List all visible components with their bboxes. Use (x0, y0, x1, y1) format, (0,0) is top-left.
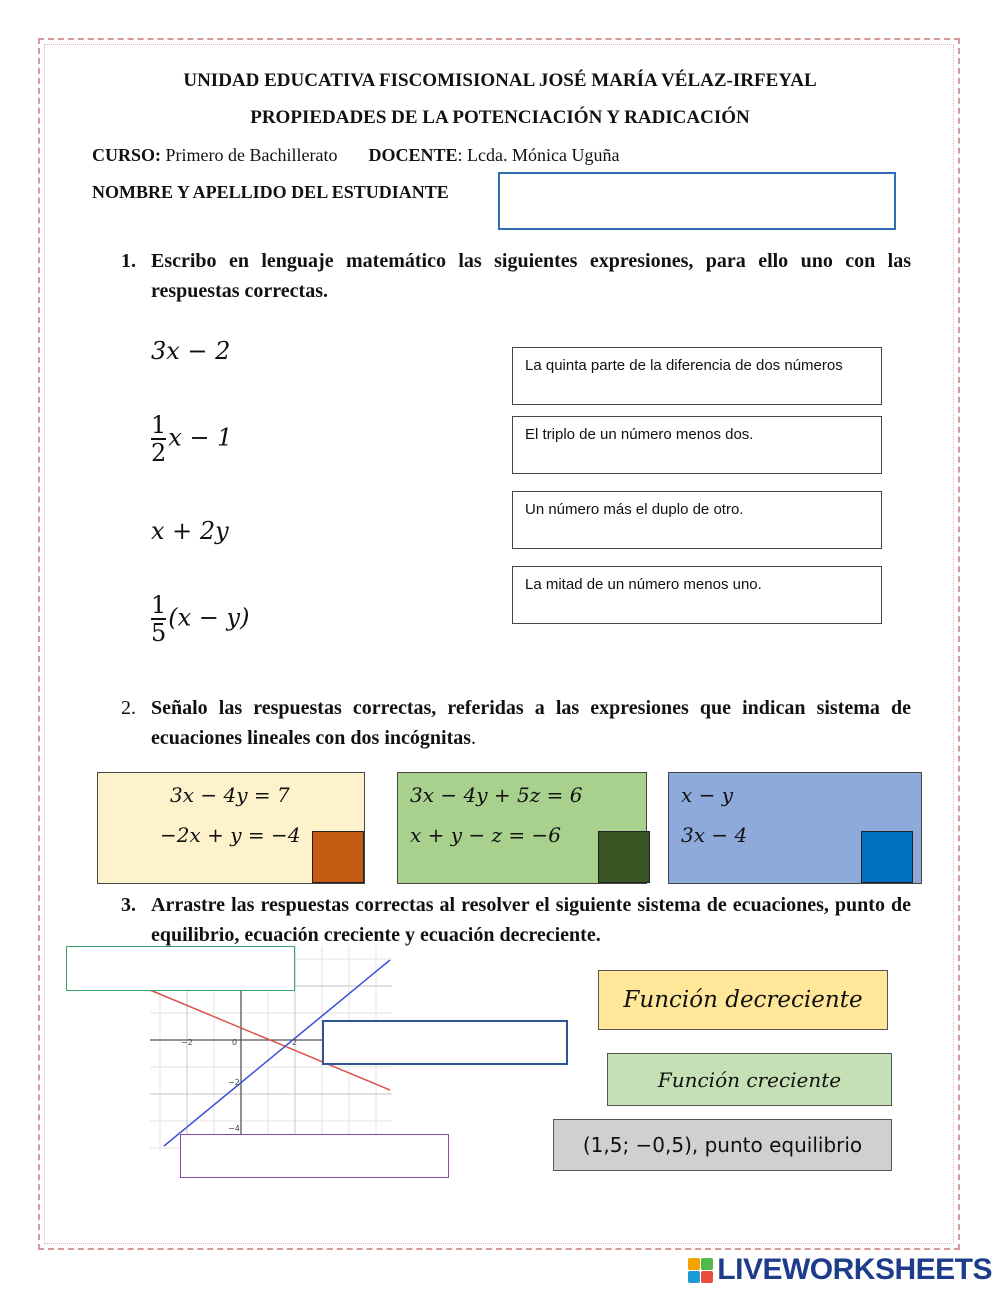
system-option-2 (397, 772, 647, 884)
tick-x-0: 0 (232, 1038, 238, 1047)
question-2 (121, 693, 911, 753)
expression-3: 𝑥 + 2𝑦 (151, 517, 229, 545)
fraction-half (151, 412, 166, 466)
teacher-label: DOCENTE (368, 145, 458, 165)
drop-target-2[interactable] (322, 1020, 568, 1065)
expression-4-rest: (𝑥 − 𝑦) (168, 603, 250, 632)
question-3-number: 3. (121, 894, 136, 916)
question-2-suffix: . (471, 727, 477, 749)
system-3-eq2: 3𝑥 − 4 (681, 823, 748, 847)
system-option-3 (668, 772, 922, 884)
tick-x-2: 2 (292, 1038, 298, 1047)
question-3 (121, 890, 911, 950)
course-label: CURSO: (92, 145, 162, 165)
system-1-eq2: −2𝑥 + 𝑦 = −4 (160, 823, 301, 847)
match-option-1[interactable]: La quinta parte de la diferencia de dos números (512, 347, 882, 405)
system-3-checkbox[interactable] (861, 831, 913, 883)
fraction-numerator: 1 (151, 411, 167, 439)
expression-2-rest: 𝑥 − 1 (168, 423, 233, 452)
fraction-denominator: 5 (151, 619, 167, 647)
answer-increasing-function[interactable]: Función creciente (607, 1053, 892, 1106)
system-2-eq1: 3𝑥 − 4𝑦 + 5𝑧 = 6 (410, 783, 583, 807)
question-3-text: Arrastre las respuestas correctas al resolver el siguiente sistema de ecuaciones, punto de equilibrio, ecuación creciente y ecuación decreciente. (151, 894, 911, 946)
match-option-4[interactable]: La mitad de un número menos uno. (512, 566, 882, 624)
answer-equilibrium-point[interactable]: (1,5; −0,5), punto equilibrio (553, 1119, 892, 1171)
liveworksheets-brand-text: LIVEWORKSHEETS (717, 1253, 992, 1286)
course-value: Primero de Bachillerato (165, 145, 338, 165)
tick-y-neg4: −4 (228, 1124, 240, 1133)
school-title: UNIDAD EDUCATIVA FISCOMISIONAL JOSÉ MARÍA VÉLAZ-IRFEYAL (183, 70, 817, 91)
system-3-eq1: 𝑥 − 𝑦 (681, 783, 734, 807)
question-1 (121, 246, 911, 306)
fraction-fifth (151, 592, 166, 646)
teacher-value: : Lcda. Mónica Uguña (457, 145, 620, 165)
worksheet-topic: PROPIEDADES DE LA POTENCIACIÓN Y RADICACIÓN (250, 107, 750, 128)
tick-y-neg2: −2 (228, 1078, 240, 1087)
course-line (92, 145, 619, 166)
drop-target-1[interactable] (66, 946, 295, 991)
question-2-prefix: Se (151, 697, 171, 719)
expression-4 (151, 592, 249, 646)
system-option-1 (97, 772, 365, 884)
liveworksheets-logo (688, 1253, 992, 1287)
question-2-text: ñalo las respuestas correctas, referidas a las expresiones que indican sistema de ecuaciones lineales con dos incógnitas (151, 697, 911, 749)
match-option-3[interactable]: Un número más el duplo de otro. (512, 491, 882, 549)
system-2-eq2: 𝑥 + 𝑦 − 𝑧 = −6 (410, 823, 562, 847)
tick-x-neg2: −2 (181, 1038, 193, 1047)
student-name-input[interactable] (498, 172, 896, 230)
expression-1: 3𝑥 − 2 (151, 337, 231, 365)
system-2-checkbox[interactable] (598, 831, 650, 883)
drop-target-3[interactable] (180, 1134, 449, 1178)
question-1-text: Escribo en lenguaje matemático las siguientes expresiones, para ello uno con las respuestas correctas. (151, 250, 911, 302)
answer-decreasing-function[interactable]: Función decreciente (598, 970, 888, 1030)
question-2-number: 2. (121, 697, 136, 719)
fraction-numerator: 1 (151, 591, 167, 619)
fraction-denominator: 2 (151, 439, 167, 467)
system-1-eq1: 3𝑥 − 4𝑦 = 7 (170, 783, 290, 807)
expression-2 (151, 412, 232, 466)
question-1-number: 1. (121, 250, 136, 272)
system-1-checkbox[interactable] (312, 831, 364, 883)
match-option-2[interactable]: El triplo de un número menos dos. (512, 416, 882, 474)
student-name-label: NOMBRE Y APELLIDO DEL ESTUDIANTE (92, 182, 449, 202)
liveworksheets-logo-icon (688, 1258, 713, 1283)
